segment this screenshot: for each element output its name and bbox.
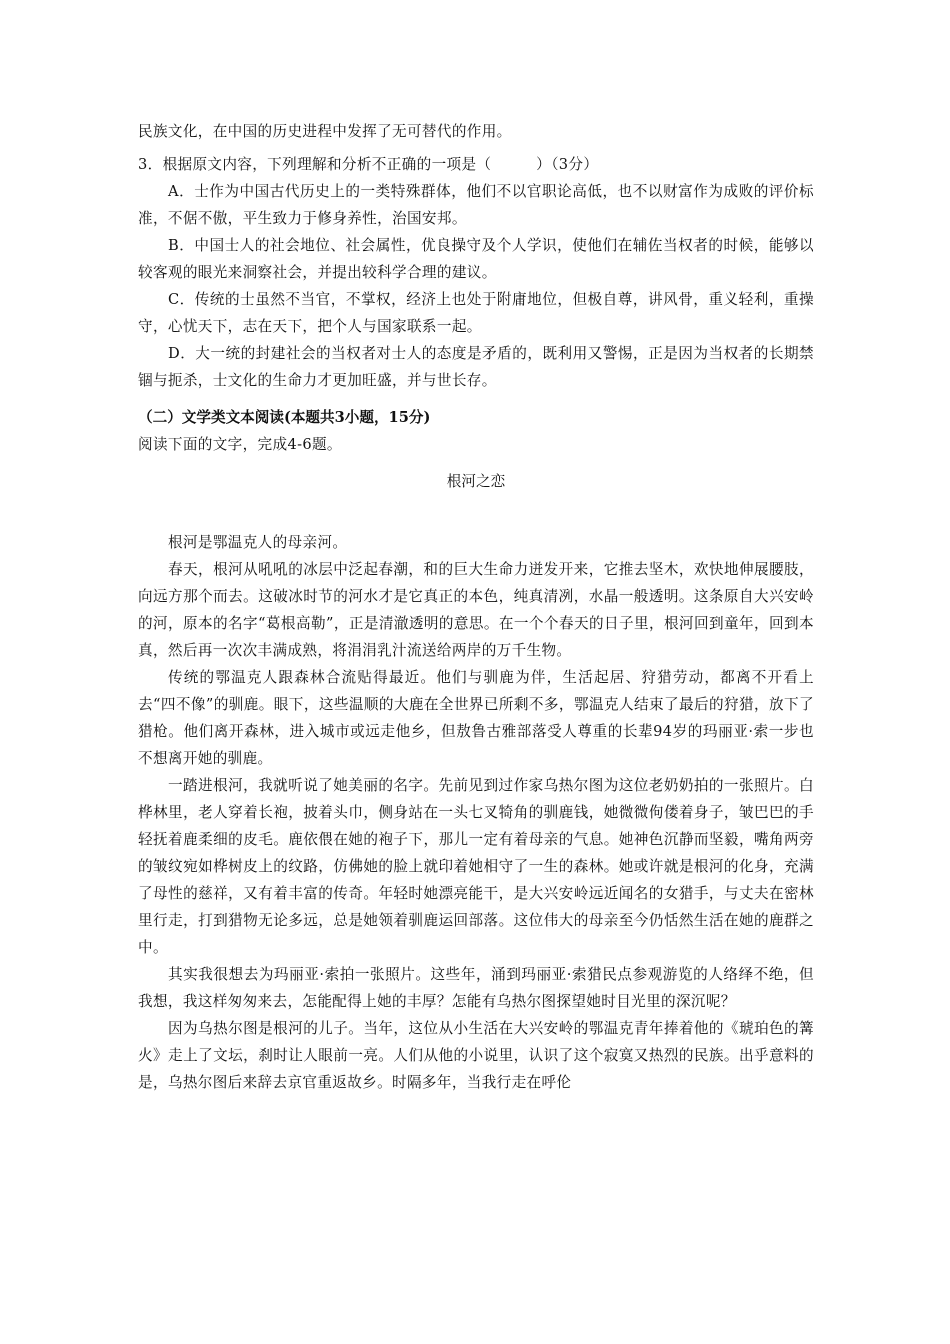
story-paragraph: 一踏进根河，我就听说了她美丽的名字。先前见到过作家乌热尔图为这位老奶奶拍的一张照片。白桦林里，老人穿着长袍，披着头巾，侧身站在一头七叉犄角的驯鹿钱，她微微佝偻着身子，皱巴巴的手轻抚着鹿柔细的皮毛。鹿依偎在她的袍子下，那儿一定有着母亲的气息。她神色沉静而坚毅，嘴角两旁的皱纹宛如桦树皮上的纹路，仿佛她的脸上就印着她相守了一生的森林。她或许就是根河的化身，充满了母性的慈祥，又有着丰富的传奇。年轻时她漂亮能干，是大兴安岭远近闻名的女猎手，与丈夫在密林里行走，打到猎物无论多远，总是她领着驯鹿运回部落。这位伟大的母亲至今仍恬然生活在她的鹿群之中。 [138, 777, 814, 956]
question-3-option-b: B．中国士人的社会地位、社会属性，优良操守及个人学识，使他们在辅佐当权者的时候，能够以较客观的眼光来洞察社会，并提出较科学合理的建议。 [138, 237, 814, 281]
story-paragraph: 因为乌热尔图是根河的儿子。当年，这位从小生活在大兴安岭的鄂温克青年捧着他的《琥珀色的篝火》走上了文坛，刹时让人眼前一亮。人们从他的小说里，认识了这个寂寞又热烈的民族。出乎意料的是，乌热尔图后来辞去京官重返故乡。时隔多年，当我行走在呼伦 [138, 1020, 814, 1091]
question-3-option-c: C．传统的士虽然不当官，不掌权，经济上也处于附庸地位，但极自尊，讲风骨，重义轻利，重操守，心忧天下，志在天下，把个人与国家联系一起。 [138, 291, 814, 335]
question-3-option-d: D．大一统的封建社会的当权者对士人的态度是矛盾的，既利用又警惕，正是因为当权者的长期禁锢与扼杀，士文化的生命力才更加旺盛，并与世长存。 [138, 345, 814, 389]
question-3-stem: 3．根据原文内容，下列理解和分析不正确的一项是（ ）（3分） [138, 156, 599, 173]
story-title: 根河之恋 [446, 473, 506, 490]
story-paragraph: 春天，根河从吼吼的冰层中泛起春潮，和的巨大生命力迸发开来，它推去坚木，欢快地伸展腰肢，向远方那个而去。这破冰时节的河水才是它真正的本色，纯真清冽，水晶一般透明。这条原自大兴安岭的河，原本的名字“葛根高勒”，正是清澈透明的意思。在一个个春天的日子里，根河回到童年，回到本真，然后再一次次丰满成熟，将涓涓乳汁流送给两岸的万千生物。 [138, 561, 814, 659]
section-2-instruction: 阅读下面的文字，完成4-6题。 [138, 436, 342, 453]
section-2-title: （二）文学类文本阅读(本题共3小题，15分) [138, 409, 431, 426]
intro-line: 民族文化，在中国的历史进程中发挥了无可替代的作用。 [138, 123, 512, 140]
story-paragraph: 传统的鄂温克人跟森林合流贴得最近。他们与驯鹿为伴，生活起居、狩猎劳动，都离不开看上去“四不像”的驯鹿。眼下，这些温顺的大鹿在全世界已所剩不多，鄂温克人结束了最后的狩猎，放下了猎枪。他们离开森林，进入城市或远走他乡，但敖鲁古雅部落受人尊重的长辈94岁的玛丽亚·索一步也不想离开她的驯鹿。 [138, 669, 814, 767]
title-spacer [138, 495, 814, 529]
story-paragraph: 根河是鄂温克人的母亲河。 [168, 534, 348, 551]
story-paragraph: 其实我很想去为玛丽亚·索拍一张照片。这些年，涌到玛丽亚·索猎民点参观游览的人络绎不绝，但我想，我这样匆匆来去，怎能配得上她的丰厚？怎能有乌热尔图探望她时目光里的深沉呢？ [138, 966, 814, 1010]
question-3-option-a: A．士作为中国古代历史上的一类特殊群体，他们不以官职论高低，也不以财富作为成败的评价标准，不倨不傲，平生致力于修身养性，治国安邦。 [138, 183, 814, 227]
document-page [138, 118, 814, 1096]
